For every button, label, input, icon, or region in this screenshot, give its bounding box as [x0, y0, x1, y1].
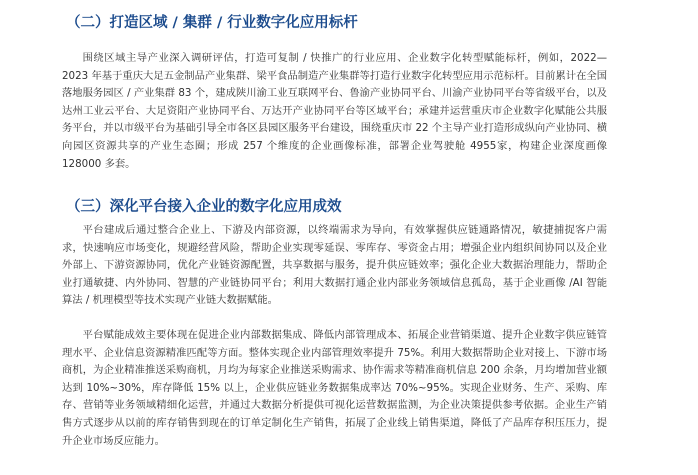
- section-2-paragraph: 围绕区域主导产业深入调研评估，打造可复制 / 快推广的行业应用、企业数字化转型赋能标杆，例如，2022—2023 年基于重庆大足五金制品产业集群、梁平食品制造产业集群等打造行业数字化转型应用示范标杆。目前累计在全国落地服务园区 / 产业集群 83 个，建成陕川渝工业互联网平台、鲁渝产业协同平台、川渝产业协同平台等省级平台，以及达州工业云平台、大足资阳产业协同平台、万达开产业协同平台等区域平台；承建并运营重庆市企业数字化赋能公共服务平台，并以市级平台为基础引导全市各区县园区服务平台建设，围绕重庆市 22 个主导产业打造形成纵向产业协同、横向园区资源共享的产业生态圈；形成 257 个维度的企业画像标准，部署企业驾驶舱 4955家，构建企业深度画像 128000 多套。: [62, 52, 607, 170]
- section-3-paragraph-2: 平台赋能成效主要体现在促进企业内部数据集成、降低内部管理成本、拓展企业营销渠道、提升企业数字供应链管理水平、企业信息资源精准匹配等方面。整体实现企业内部管理效率提升 75%。利用大数据帮助企业对接上、下游市场商机，为企业精准推送采购商机，月均为每家企业推送采购需求、协作需求等精准商机信息 200 余条，月均增加营业额达到 10%~30%，库存降低 15% 以上，企业供应链业务数据集成率达 70%~95%。实现企业财务、生产、采购、库存、营销等业务领域精细化运营，并通过大数据分析提供可视化运营数据监测，为企业决策提供参考依据。企业生产销售方式逐步从以前的库存销售到现在的订单定制化生产销售，拓展了企业线上销售渠道，降低了产品库存积压压力，提升企业市场反应能力。: [62, 329, 607, 447]
- section-heading-3: （三）深化平台接入企业的数字化应用成效: [66, 199, 342, 215]
- section-heading-2: （二）打造区域 / 集群 / 行业数字化应用标杆: [66, 15, 358, 31]
- section-3-paragraph-1: 平台建成后通过整合企业上、下游及内部资源，以终端需求为导向，有效掌握供应链通路情况，敏捷捕捉客户需求，快速响应市场变化，规避经营风险，帮助企业实现零延误、零库存、零资金占用；增强企业内组织间协同以及企业外部上、下游资源协同，优化产业链资源配置，共享数据与服务，提升供应链效率；强化企业大数据治理能力，帮助企业打通敏捷、内外协同、智慧的产业链协同平台；利用大数据打通企业内部业务领域信息孤岛，基于企业画像 /AI 智能算法 / 机理模型等技术实现产业链大数据赋能。: [62, 224, 607, 307]
